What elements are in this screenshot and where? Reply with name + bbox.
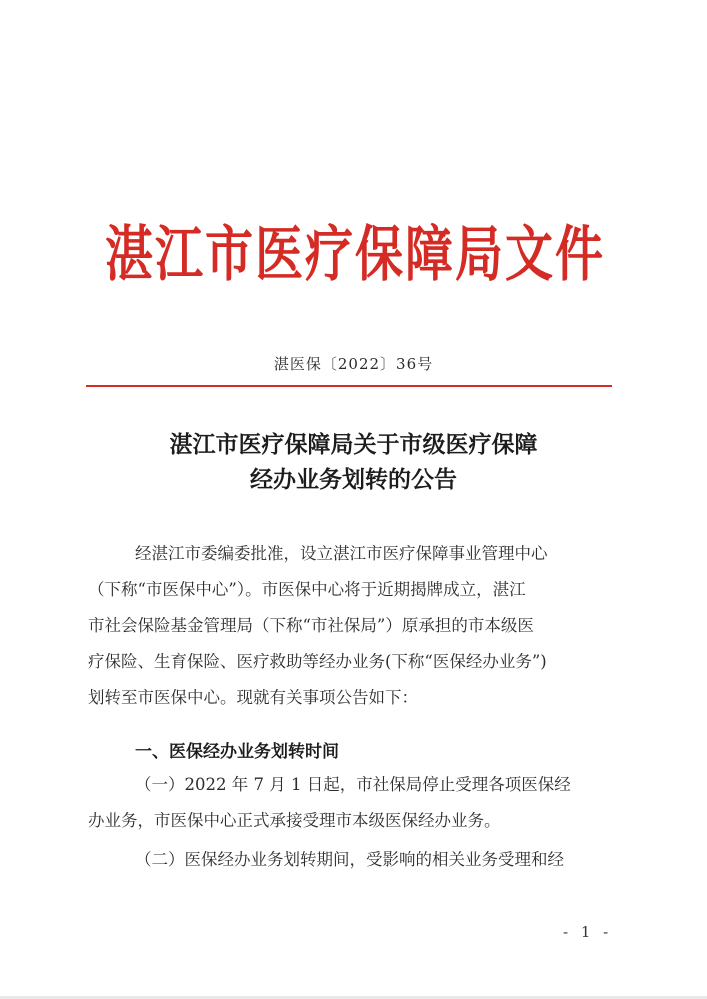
page-number: - 1 -: [563, 923, 613, 941]
paragraph-line: （一）2022 年 7 月 1 日起，市社保局停止受理各项医保经: [135, 775, 571, 794]
paragraph-line: 划转至市医保中心。现就有关事项公告如下：: [88, 688, 418, 707]
paragraph-line: 办业务，市医保中心正式承接受理市本级医保经办业务。: [88, 811, 501, 830]
document-number: 湛医保〔2022〕36号: [273, 355, 434, 373]
agency-header: 湛江市医疗保障局文件: [104, 219, 605, 290]
paragraph-line: （下称“市医保中心”）。市医保中心将于近期揭牌成立，湛江: [88, 580, 526, 599]
paragraph-line: 市社会保险基金管理局（下称“市社保局”）原承担的市本级医: [88, 616, 534, 635]
red-divider: [86, 385, 612, 387]
paragraph-line: 疗保险、生育保险、医疗救助等经办业务(下称“医保经办业务”): [88, 652, 547, 671]
paragraph-line: 经湛江市委编委批准，设立湛江市医疗保障事业管理中心: [135, 544, 548, 563]
title-line-2: 经办业务划转的公告: [250, 467, 457, 493]
title-line-1: 湛江市医疗保障局关于市级医疗保障: [169, 432, 538, 458]
section-heading: 一、医保经办业务划转时间: [135, 742, 339, 762]
paragraph-line: （二）医保经办业务划转期间，受影响的相关业务受理和经: [135, 850, 564, 869]
